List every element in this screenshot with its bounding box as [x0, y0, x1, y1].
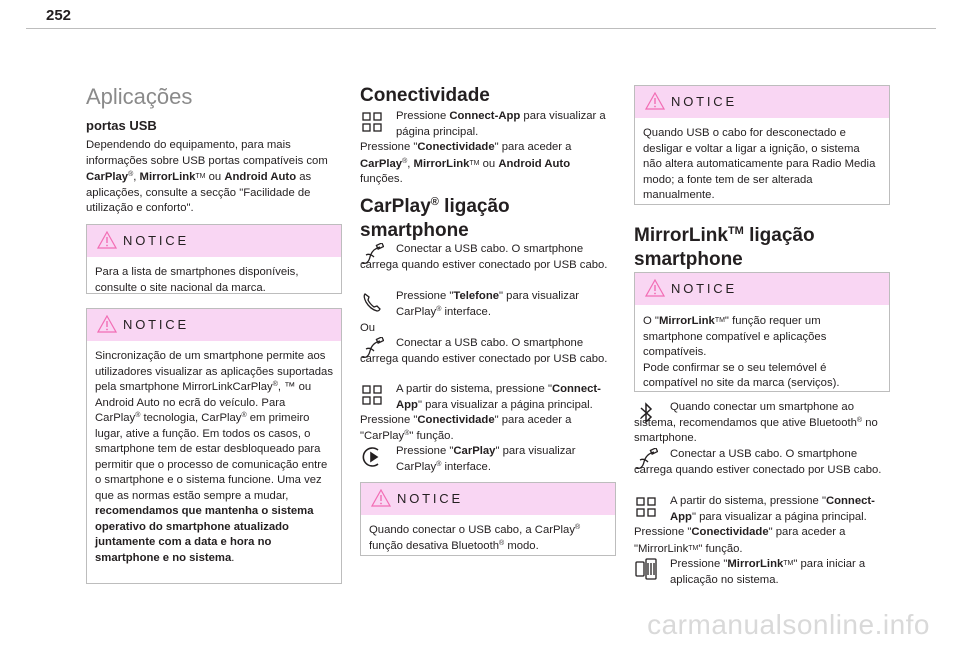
step-mirrorlink: Pressione "MirrorLinkTM" para iniciar a aplicação no sistema. — [634, 556, 890, 588]
usb-cable-icon — [360, 243, 384, 267]
warning-triangle-icon — [645, 279, 665, 297]
warning-triangle-icon — [97, 231, 117, 249]
notice-text: Para a lista de smartphones disponíveis, consulte o site nacional da marca. — [95, 266, 299, 294]
carplay-icon — [360, 445, 384, 469]
warning-triangle-icon — [97, 315, 117, 333]
warning-triangle-icon — [371, 489, 391, 507]
step-connect-app-2: A partir do sistema, pressione "Connect-App" para visualizar a página principal. — [360, 382, 616, 413]
notice-box-mirrorlink-requirements — [634, 272, 890, 392]
or-text: Ou — [360, 322, 376, 334]
step-carplay: Pressione "CarPlay" para visualizar CarPlay® interface. — [360, 444, 616, 475]
step-bluetooth: Quando conectar um smartphone ao sistema, recomendamos que ative Bluetooth® no smartphone. — [634, 401, 878, 444]
watermark: carmanualsonline.info — [647, 609, 930, 640]
apps-grid-icon — [360, 383, 384, 407]
notice-box-smartphones-list — [86, 224, 342, 294]
notice-box-bluetooth — [360, 482, 616, 556]
step-connect-app: A partir do sistema, pressione "Connect-App" para visualizar a página principal. — [634, 494, 890, 525]
usb-paragraph: Dependendo do equipamento, para mais informações sobre USB portas compatíveis com CarPlay®, MirrorLinkTM ou Android Auto as aplicações, consulte a secção "Facilidade de utilização e conforto". — [86, 139, 328, 214]
step-phone: Pressione "Telefone" para visualizar CarPlay® interface. — [360, 289, 616, 320]
section-title-carplay: CarPlay® ligação smartphone — [360, 196, 510, 241]
conectividade-carplay-paragraph: Pressione "Conectividade" para aceder a "CarPlay®" função. — [360, 414, 572, 442]
notice-header — [87, 309, 341, 341]
notice-header — [87, 225, 341, 257]
conectividade-paragraph: Pressione "Conectividade" para aceder a CarPlay®, MirrorLinkTM ou Android Auto funções. — [360, 141, 572, 185]
apps-grid-icon — [360, 110, 384, 134]
bluetooth-icon — [634, 401, 658, 425]
notice-text: Sincronização de um smartphone permite aos utilizadores visualizar as aplicações suportadas pela smartphone MirrorLinkCarPlay®, ™ ou Android Auto no ecrã do veículo. Para CarPlay® tecnologia, CarPlay® em primeiro lugar, ative a função. Em todos os casos, o smartphone tem de estar desbloqueado para permitir que o processo de comunicação entre o smartphone e o sistema funcione. Uma vez que as normas estão sempre a mudar, recomendamos que mantenha o sistema operativo do smartphone atualizado juntamente com a data e hora no smartphone e no sistema. — [95, 350, 333, 564]
usb-cable-icon — [360, 337, 384, 361]
step-usb-connect-2: Conectar a USB cabo. O smartphone carrega quando estiver conectado por USB cabo. — [360, 337, 608, 365]
notice-text: O "MirrorLinkTM" função requer um smartphone compatível e aplicações compatíveis. Pode confirmar se o seu telemóvel é compatível no site da marca (serviços). — [643, 315, 840, 389]
step-usb-connect: Conectar a USB cabo. O smartphone carrega quando estiver conectado por USB cabo. — [634, 448, 882, 476]
notice-header — [635, 273, 889, 305]
notice-header — [361, 483, 615, 515]
notice-title: NOTICE — [397, 491, 463, 506]
phone-handset-icon — [360, 290, 384, 314]
mirrorlink-icon — [634, 557, 658, 581]
notice-box-usb-disconnect — [634, 85, 890, 205]
section-title-mirrorlink: MirrorLink™ ligação smartphone — [634, 225, 815, 270]
step-usb-connect: Conectar a USB cabo. O smartphone carrega quando estiver conectado por USB cabo. — [360, 243, 608, 271]
warning-triangle-icon — [645, 92, 665, 110]
notice-title: NOTICE — [123, 317, 189, 332]
usb-heading: portas USB — [86, 118, 157, 133]
notice-title: NOTICE — [671, 281, 737, 296]
apps-grid-icon — [634, 495, 658, 519]
step-connect-app: Pressione Connect-App para visualizar a página principal. — [360, 109, 616, 140]
notice-box-sync — [86, 308, 342, 584]
page-number: 252 — [46, 7, 72, 24]
conectividade-mirrorlink-paragraph: Pressione "Conectividade" para aceder a "MirrorLinkTM" função. — [634, 526, 846, 555]
notice-title: NOTICE — [123, 233, 189, 248]
notice-text: Quando conectar o USB cabo, a CarPlay® função desativa Bluetooth® modo. — [369, 524, 581, 552]
notice-text: Quando USB o cabo for desconectado e desligar e voltar a ligar a ignição, o sistema não altera automaticamente para Radio Media modo; a fonte tem de ser alterada manualmente. — [643, 127, 876, 201]
usb-cable-icon — [634, 448, 658, 472]
top-rule — [26, 28, 936, 29]
notice-title: NOTICE — [671, 94, 737, 109]
notice-header — [635, 86, 889, 118]
section-title-aplicacoes: Aplicações — [86, 84, 193, 109]
section-title-conectividade: Conectividade — [360, 85, 490, 106]
